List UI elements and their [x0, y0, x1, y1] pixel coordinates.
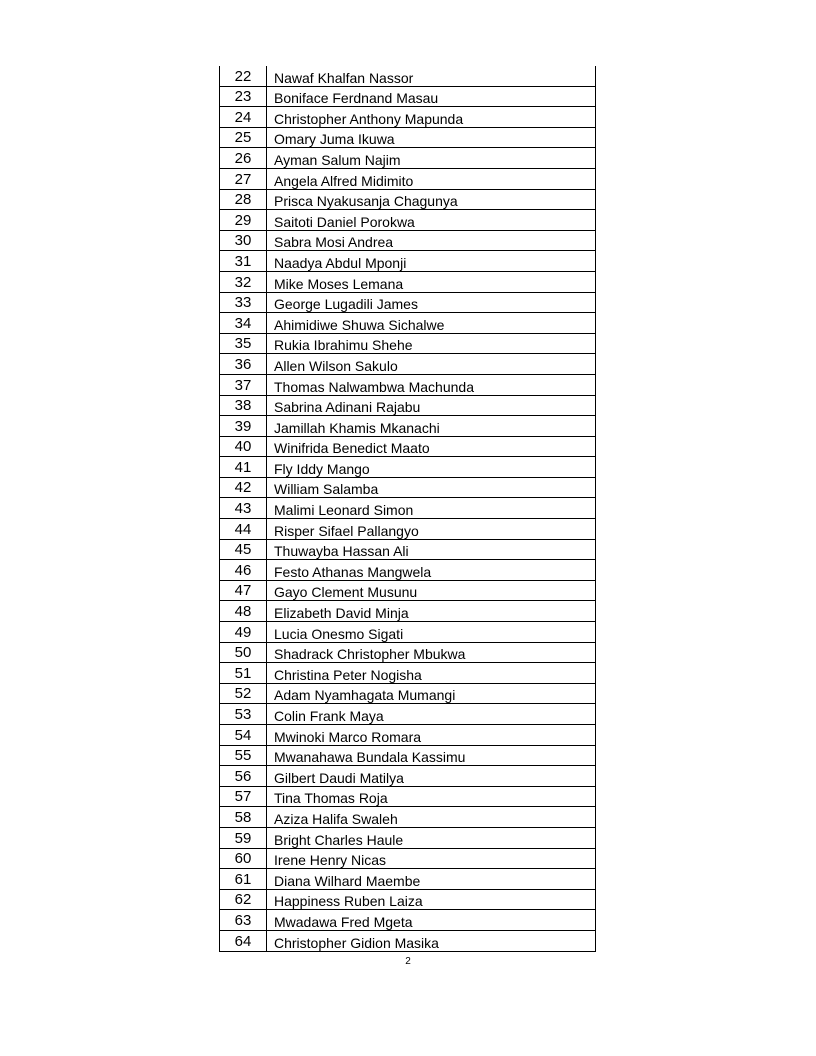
row-number: 28 [220, 189, 267, 210]
row-name: Nawaf Khalfan Nassor [267, 66, 596, 86]
row-number: 26 [220, 148, 267, 169]
row-name: Irene Henry Nicas [267, 848, 596, 869]
row-number: 30 [220, 230, 267, 251]
row-number: 40 [220, 436, 267, 457]
table-row [220, 766, 596, 787]
row-name: Winifrida Benedict Maato [267, 436, 596, 457]
table-row [220, 869, 596, 890]
row-number: 49 [220, 622, 267, 643]
row-name: Diana Wilhard Maembe [267, 869, 596, 890]
row-number: 55 [220, 745, 267, 766]
row-name: Shadrack Christopher Mbukwa [267, 642, 596, 663]
row-number: 47 [220, 580, 267, 601]
row-name: Prisca Nyakusanja Chagunya [267, 189, 596, 210]
row-number: 36 [220, 354, 267, 375]
row-number: 62 [220, 889, 267, 910]
table-row [220, 930, 596, 951]
table-row [220, 189, 596, 210]
row-name: Mike Moses Lemana [267, 271, 596, 292]
table-row [220, 251, 596, 272]
table-row [220, 848, 596, 869]
row-name: Bright Charles Haule [267, 827, 596, 848]
table-row [220, 786, 596, 807]
page-number: 2 [405, 956, 411, 967]
row-name: Christopher Anthony Mapunda [267, 107, 596, 128]
row-name: Festo Athanas Mangwela [267, 560, 596, 581]
row-number: 31 [220, 251, 267, 272]
table-row [220, 622, 596, 643]
table-row [220, 580, 596, 601]
table-row [220, 436, 596, 457]
table-row [220, 271, 596, 292]
row-name: Elizabeth David Minja [267, 601, 596, 622]
row-name: Gayo Clement Musunu [267, 580, 596, 601]
table-row [220, 704, 596, 725]
row-name: Boniface Ferdnand Masau [267, 86, 596, 107]
table-row [220, 725, 596, 746]
row-number: 51 [220, 663, 267, 684]
row-name: William Salamba [267, 477, 596, 498]
row-name: Mwadawa Fred Mgeta [267, 910, 596, 931]
row-number: 29 [220, 210, 267, 231]
row-number: 54 [220, 725, 267, 746]
table-row [220, 519, 596, 540]
row-name: Naadya Abdul Mponji [267, 251, 596, 272]
table-row [220, 683, 596, 704]
row-number: 39 [220, 416, 267, 437]
table-row [220, 395, 596, 416]
row-number: 23 [220, 86, 267, 107]
row-name: Omary Juma Ikuwa [267, 127, 596, 148]
row-number: 32 [220, 271, 267, 292]
row-number: 60 [220, 848, 267, 869]
name-list-body [220, 66, 596, 951]
table-row [220, 127, 596, 148]
row-name: Sabrina Adinani Rajabu [267, 395, 596, 416]
row-name: Thuwayba Hassan Ali [267, 539, 596, 560]
table-row [220, 457, 596, 478]
row-number: 35 [220, 333, 267, 354]
row-name: Rukia Ibrahimu Shehe [267, 333, 596, 354]
table-row [220, 910, 596, 931]
row-name: Malimi Leonard Simon [267, 498, 596, 519]
table-row [220, 416, 596, 437]
row-number: 59 [220, 827, 267, 848]
row-name: Allen Wilson Sakulo [267, 354, 596, 375]
row-name: Mwinoki Marco Romara [267, 725, 596, 746]
table-row [220, 210, 596, 231]
row-name: Saitoti Daniel Porokwa [267, 210, 596, 231]
row-name: Christina Peter Nogisha [267, 663, 596, 684]
table-row [220, 601, 596, 622]
row-name: Christopher Gidion Masika [267, 930, 596, 951]
row-number: 22 [220, 66, 267, 86]
row-number: 33 [220, 292, 267, 313]
row-name: Adam Nyamhagata Mumangi [267, 683, 596, 704]
table-row [220, 539, 596, 560]
table-row [220, 642, 596, 663]
row-number: 45 [220, 539, 267, 560]
row-name: Gilbert Daudi Matilya [267, 766, 596, 787]
row-name: Risper Sifael Pallangyo [267, 519, 596, 540]
row-number: 25 [220, 127, 267, 148]
row-name: Fly Iddy Mango [267, 457, 596, 478]
table-row [220, 560, 596, 581]
row-number: 63 [220, 910, 267, 931]
name-list-table [219, 66, 596, 952]
row-name: Happiness Ruben Laiza [267, 889, 596, 910]
row-number: 53 [220, 704, 267, 725]
row-number: 43 [220, 498, 267, 519]
table-row [220, 313, 596, 334]
row-number: 52 [220, 683, 267, 704]
row-number: 57 [220, 786, 267, 807]
table-row [220, 86, 596, 107]
row-number: 37 [220, 374, 267, 395]
table-row [220, 745, 596, 766]
row-number: 41 [220, 457, 267, 478]
row-number: 61 [220, 869, 267, 890]
row-name: Ahimidiwe Shuwa Sichalwe [267, 313, 596, 334]
row-name: Angela Alfred Midimito [267, 168, 596, 189]
table-row [220, 148, 596, 169]
row-number: 64 [220, 930, 267, 951]
table-row [220, 374, 596, 395]
row-name: Thomas Nalwambwa Machunda [267, 374, 596, 395]
row-number: 38 [220, 395, 267, 416]
row-number: 48 [220, 601, 267, 622]
row-name: Aziza Halifa Swaleh [267, 807, 596, 828]
table-row [220, 663, 596, 684]
row-name: Mwanahawa Bundala Kassimu [267, 745, 596, 766]
row-number: 24 [220, 107, 267, 128]
table-row [220, 107, 596, 128]
table-row [220, 168, 596, 189]
table-row [220, 333, 596, 354]
row-name: Sabra Mosi Andrea [267, 230, 596, 251]
row-name: Jamillah Khamis Mkanachi [267, 416, 596, 437]
row-name: Ayman Salum Najim [267, 148, 596, 169]
table-row [220, 230, 596, 251]
table-row [220, 66, 596, 86]
table-row [220, 354, 596, 375]
row-number: 42 [220, 477, 267, 498]
table-row [220, 292, 596, 313]
row-number: 46 [220, 560, 267, 581]
row-name: Colin Frank Maya [267, 704, 596, 725]
row-number: 44 [220, 519, 267, 540]
row-number: 27 [220, 168, 267, 189]
row-number: 56 [220, 766, 267, 787]
row-name: George Lugadili James [267, 292, 596, 313]
row-number: 58 [220, 807, 267, 828]
table-row [220, 827, 596, 848]
row-name: Lucia Onesmo Sigati [267, 622, 596, 643]
table-row [220, 477, 596, 498]
row-number: 50 [220, 642, 267, 663]
row-number: 34 [220, 313, 267, 334]
row-name: Tina Thomas Roja [267, 786, 596, 807]
table-row [220, 498, 596, 519]
table-row [220, 889, 596, 910]
table-row [220, 807, 596, 828]
